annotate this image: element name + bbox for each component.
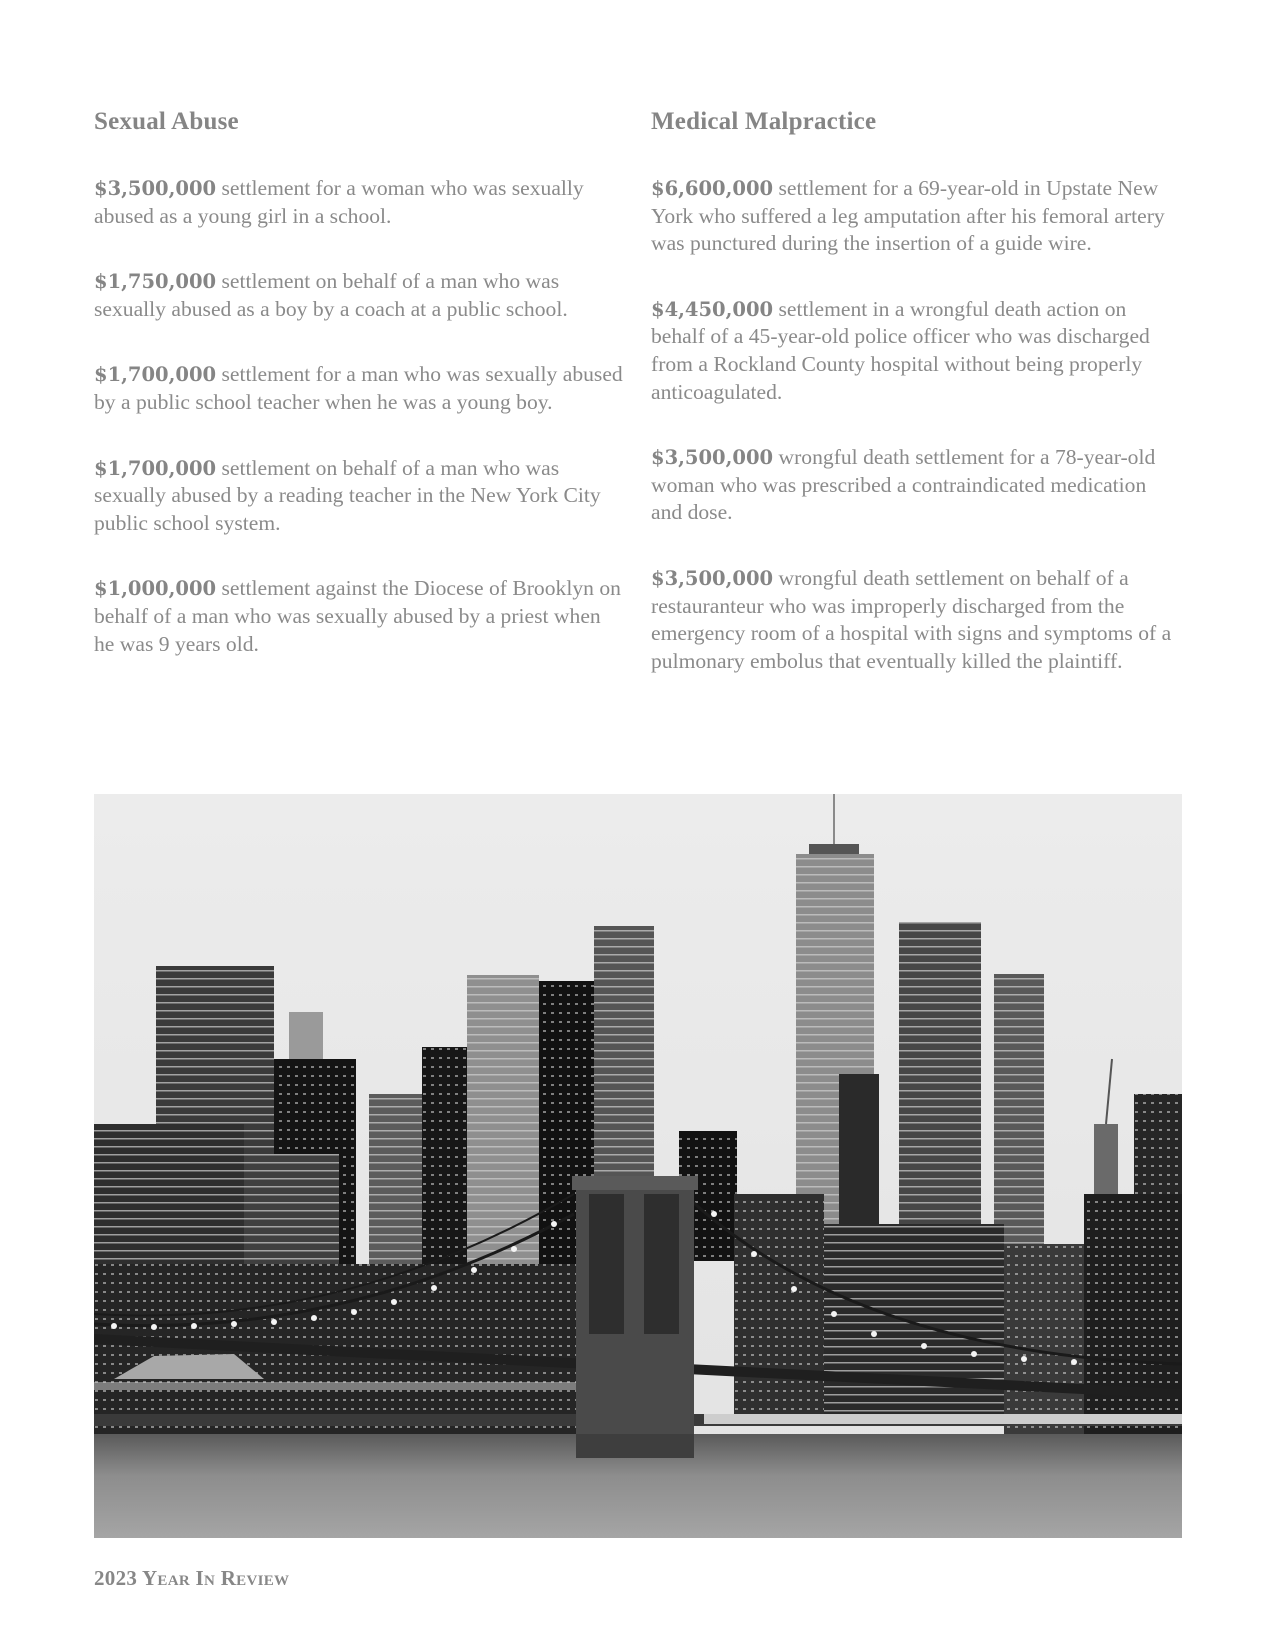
skyline-bridge-photo	[94, 794, 1182, 1538]
lit-promenade	[704, 1414, 1182, 1424]
settlement-entry	[94, 575, 624, 658]
settlement-amount: $1,750,000	[94, 270, 217, 294]
settlement-entry	[94, 455, 624, 538]
settlement-description: settlement for a 69-year-old in Upstate New York who suffered a leg amputation after his femoral artery was punctured during the insertion of a guide wire.	[651, 176, 1165, 256]
settlement-entry	[94, 175, 624, 230]
skyline-illustration	[94, 794, 1182, 1538]
settlement-amount: $3,500,000	[651, 566, 774, 590]
settlement-amount: $6,600,000	[651, 177, 774, 200]
settlement-entry	[651, 296, 1181, 406]
settlement-entry	[94, 268, 624, 323]
settlement-amount: $1,700,000	[94, 456, 217, 480]
settlement-entry	[651, 444, 1181, 527]
settlement-amount: $3,500,000	[94, 177, 217, 200]
settlement-description: settlement for a man who was sexually abused by a public school teacher when he was a young boy.	[94, 362, 623, 414]
footer-title: 2023 Year In Review	[94, 1566, 290, 1590]
settlement-entry	[651, 175, 1181, 258]
settlement-entry	[651, 565, 1181, 675]
settlement-description: settlement in a wrongful death action on behalf of a 45-year-old police officer who was discharged from a Rockland County hospital without being properly anticoagulated.	[651, 296, 1150, 404]
section-title: Medical Malpractice	[651, 108, 877, 135]
settlement-amount: $1,700,000	[94, 363, 217, 387]
settlement-amount: $3,500,000	[651, 446, 774, 470]
settlement-description: settlement for a woman who was sexually abused as a young girl in a school.	[94, 176, 584, 228]
sexual-abuse-column	[94, 108, 624, 696]
settlement-description: settlement on behalf of a man who was sexually abused as a boy by a coach at a public school.	[94, 269, 568, 321]
settlement-description: settlement on behalf of a man who was sexually abused by a reading teacher in the New York City public school system.	[94, 455, 601, 535]
settlement-amount: $1,000,000	[94, 577, 217, 601]
medical-malpractice-column	[651, 108, 1181, 713]
settlement-amount: $4,450,000	[651, 297, 774, 321]
settlement-description: wrongful death settlement on behalf of a restauranteur who was improperly discharged from the emergency room of a hospital with signs and symptoms of a pulmonary embolus that eventually killed the plaintiff.	[651, 565, 1172, 673]
settlement-entry	[94, 361, 624, 416]
settlement-description: wrongful death settlement for a 78-year-old woman who was prescribed a contraindicated medication and dose.	[651, 445, 1156, 525]
settlement-description: settlement against the Diocese of Brooklyn on behalf of a man who was sexually abused by a priest when he was 9 years old.	[94, 576, 621, 656]
section-title: Sexual Abuse	[94, 108, 239, 135]
